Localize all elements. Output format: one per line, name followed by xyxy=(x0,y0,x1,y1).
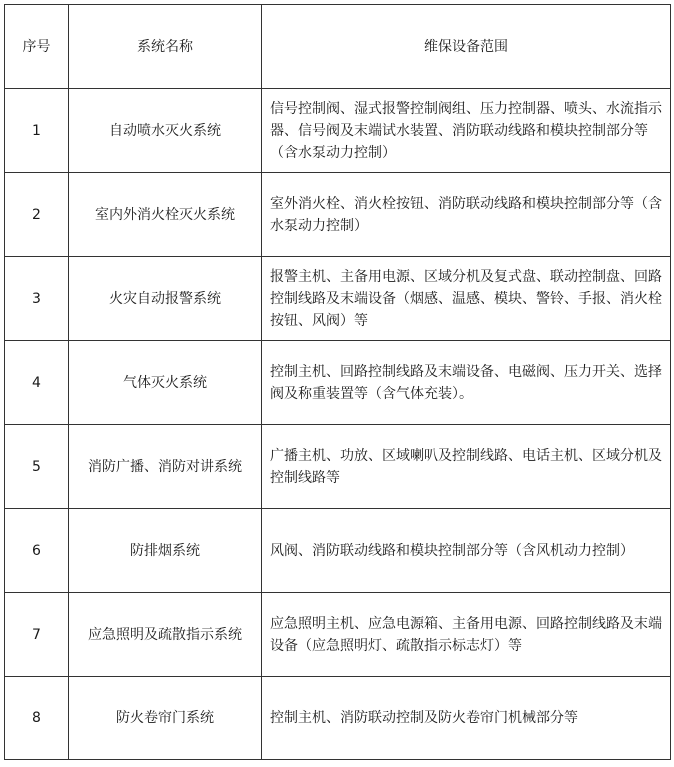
row-system-name: 应急照明及疏散指示系统 xyxy=(69,593,262,677)
row-scope: 控制主机、消防联动控制及防火卷帘门机械部分等 xyxy=(262,677,671,760)
row-system-name: 防火卷帘门系统 xyxy=(69,677,262,760)
table-row xyxy=(5,173,671,257)
table-row xyxy=(5,425,671,509)
row-scope: 控制主机、回路控制线路及末端设备、电磁阀、压力开关、选择阀及称重装置等（含气体充装）。 xyxy=(262,341,671,425)
row-scope: 风阀、消防联动线路和模块控制部分等（含风机动力控制） xyxy=(262,509,671,593)
header-index: 序号 xyxy=(5,5,69,89)
table-row xyxy=(5,593,671,677)
header-scope: 维保设备范围 xyxy=(262,5,671,89)
row-system-name: 室内外消火栓灭火系统 xyxy=(69,173,262,257)
row-scope: 应急照明主机、应急电源箱、主备用电源、回路控制线路及末端设备（应急照明灯、疏散指示标志灯）等 xyxy=(262,593,671,677)
table-row xyxy=(5,341,671,425)
table-row xyxy=(5,89,671,173)
row-system-name: 自动喷水灭火系统 xyxy=(69,89,262,173)
row-index: 4 xyxy=(5,341,69,425)
row-index: 1 xyxy=(5,89,69,173)
row-index: 8 xyxy=(5,677,69,760)
row-system-name: 消防广播、消防对讲系统 xyxy=(69,425,262,509)
header-system-name: 系统名称 xyxy=(69,5,262,89)
row-scope: 信号控制阀、湿式报警控制阀组、压力控制器、喷头、水流指示器、信号阀及末端试水装置、消防联动线路和模块控制部分等（含水泵动力控制） xyxy=(262,89,671,173)
table-header-row xyxy=(5,5,671,89)
row-index: 6 xyxy=(5,509,69,593)
row-index: 3 xyxy=(5,257,69,341)
row-system-name: 气体灭火系统 xyxy=(69,341,262,425)
row-index: 2 xyxy=(5,173,69,257)
row-scope: 广播主机、功放、区域喇叭及控制线路、电话主机、区域分机及控制线路等 xyxy=(262,425,671,509)
row-index: 5 xyxy=(5,425,69,509)
table-row xyxy=(5,257,671,341)
row-system-name: 火灾自动报警系统 xyxy=(69,257,262,341)
table-row xyxy=(5,677,671,760)
table-row xyxy=(5,509,671,593)
maintenance-scope-table xyxy=(4,4,671,760)
row-system-name: 防排烟系统 xyxy=(69,509,262,593)
row-scope: 室外消火栓、消火栓按钮、消防联动线路和模块控制部分等（含水泵动力控制） xyxy=(262,173,671,257)
row-scope: 报警主机、主备用电源、区域分机及复式盘、联动控制盘、回路控制线路及末端设备（烟感、温感、模块、警铃、手报、消火栓按钮、风阀）等 xyxy=(262,257,671,341)
row-index: 7 xyxy=(5,593,69,677)
